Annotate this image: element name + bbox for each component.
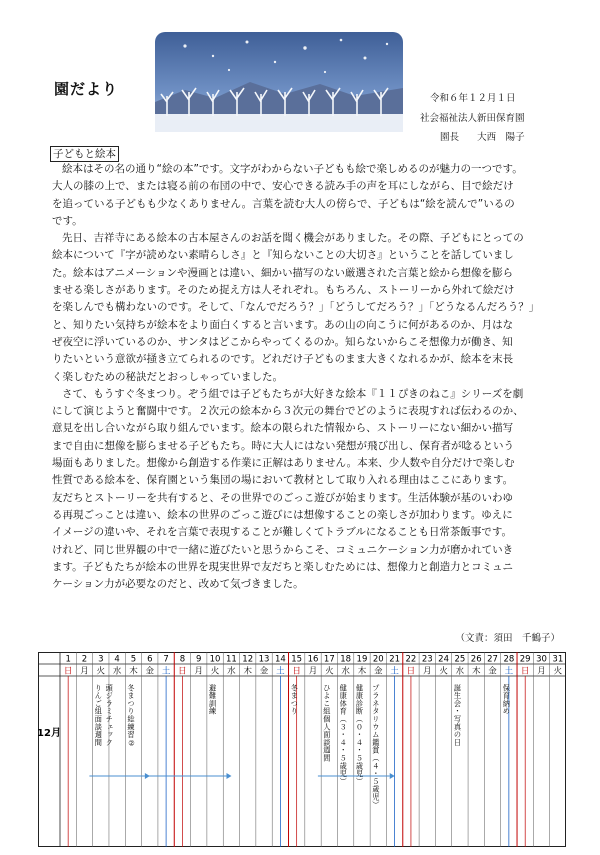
calendar-weekday: 金 — [259, 666, 269, 677]
calendar-weekday: 日 — [178, 666, 187, 677]
calendar-event: 健康体育（３・４・５歳児） — [339, 684, 349, 786]
calendar-day-number: 26 — [470, 654, 482, 665]
article-line: ケーション力が必要なのだと、改めて気づきました。 — [52, 578, 304, 591]
calendar-weekday: 木 — [243, 666, 252, 677]
event-calendar — [38, 652, 566, 851]
calendar-weekday: 木 — [129, 666, 138, 677]
calendar-weekday: 月 — [308, 666, 318, 677]
calendar-weekday: 月 — [80, 666, 89, 677]
director-title: 園長 — [440, 132, 460, 143]
director-line — [440, 129, 525, 143]
calendar-weekday: 金 — [374, 666, 383, 677]
organization-name: 社会福祉法人新田保育園 — [420, 113, 525, 124]
calendar-day-number: 28 — [503, 654, 515, 665]
calendar-weekday: 火 — [210, 666, 220, 677]
article-line: けれど、同じ世界観の中で一緒に遊びたいと思うからこそ、コミュニケーション力が磨かれていき — [52, 543, 514, 556]
article-line: く楽しむための秘訣だとおっしゃっていました。 — [52, 370, 283, 383]
calendar-day-number: 31 — [552, 654, 564, 665]
article-line: る再現ごっことは違い、絵本の世界のごっこ遊びには想像することの楽しさが加わります。ゆえに — [52, 508, 513, 521]
calendar-day-number: 18 — [340, 654, 352, 665]
article-line: 大人の膝の上で、または寝る前の布団の中で、安心できる読み手の声を耳にしながら、目で絵だけ — [52, 180, 514, 193]
article-line: にして演じようと奮闘中です。２次元の絵本から３次元の舞台でどのように表現すれば伝わるのか、 — [52, 405, 524, 418]
calendar-day-number: 12 — [242, 654, 254, 665]
article-line: 場面もありました。想像から創造する作業に正解はありません。本来、少人数や自分だけで楽しむ — [52, 457, 515, 470]
calendar-weekday: 火 — [553, 666, 563, 677]
calendar-day-number: 13 — [258, 654, 270, 665]
article-line: と、知りたい気持ちが絵本をより面白くすると言います。あの山の向こうに何があるのか、月はな — [52, 318, 514, 331]
article-line: 友だちとストーリーを共有すると、その世界でのごっこ遊びが始まります。生活体験が基のいわゆ — [52, 491, 513, 504]
calendar-day-number: 23 — [421, 654, 433, 665]
article-line: 絵本はその名の通り“絵の本”です。文字がわからない子どもも絵で楽しめるのが魅力の一つです。 — [62, 163, 523, 175]
article-line: ませる楽しさがあります。そのため捉え方は人それぞれ。もちろん、ストーリーから外れて絵だけ — [52, 284, 515, 297]
event-span-arrowhead — [226, 773, 231, 779]
article-line: ます。子どもたちが絵本の世界を現実世界で友だちと楽しむためには、想像力と創造力とコミュニ — [52, 560, 513, 573]
calendar-day-number: 20 — [372, 654, 384, 665]
calendar-weekday: 土 — [504, 666, 514, 677]
calendar-weekday: 土 — [276, 666, 285, 677]
calendar-event: 頭ジラミチェック — [105, 684, 115, 747]
calendar-weekday: 金 — [488, 666, 497, 677]
calendar-day-number: 16 — [307, 654, 319, 665]
article-line: 性質である絵本を、保育園という集団の場において教材として取り入れる理由はここにあります。 — [52, 474, 514, 487]
article-line: イメージの違いや、それを言葉で表現することが難しくてトラブルになることも日常茶飯事です。 — [52, 526, 513, 539]
event-span-arrowhead — [390, 773, 395, 779]
article-line: さて、もうすぐ冬まつり。ぞう組では子どもたちが大好きな絵本『１１ぴきのねこ』シリーズを劇 — [62, 387, 524, 400]
calendar-day-number: 11 — [225, 654, 237, 665]
calendar-day-number: 24 — [438, 654, 449, 665]
article-line: 先日、吉祥寺にある絵本の古本屋さんのお話を聞く機会がありました。その際、子どもにとっての — [62, 232, 524, 245]
calendar-weekday: 水 — [341, 666, 350, 677]
calendar-weekday: 月 — [537, 666, 546, 677]
calendar-day-number: 10 — [209, 654, 221, 665]
calendar-weekday: 木 — [357, 666, 367, 677]
calendar-weekday: 火 — [325, 666, 334, 677]
calendar-weekday: 水 — [112, 666, 122, 677]
calendar-day-number: 17 — [323, 654, 335, 665]
author-credit: （文責：須田 千鶴子） — [455, 633, 560, 644]
calendar-weekday: 金 — [145, 666, 155, 677]
article-line: ぜ夜空に浮いているのか、サンタはどこからやってくるのか。知らないからこそ想像力が働き、知 — [52, 335, 513, 348]
winter-night-illustration — [155, 32, 403, 132]
calendar-day-number: 4 — [114, 654, 120, 665]
calendar-day-number: 9 — [196, 654, 202, 665]
calendar-event: ひよこ組個人面談週間 — [322, 684, 332, 762]
calendar-weekday: 日 — [520, 666, 530, 677]
calendar-day-number: 14 — [274, 654, 286, 665]
article-line: た。絵本はアニメーションや漫画とは違い、細かい描写のない厳選された言葉と絵から想像を膨ら — [52, 266, 514, 279]
calendar-day-number: 21 — [389, 654, 401, 665]
calendar-month-label: 12月 — [38, 728, 61, 739]
calendar-weekday: 月 — [423, 666, 432, 677]
calendar-event: 冬まつり総練習② — [126, 684, 136, 749]
article-body — [52, 161, 556, 593]
calendar-weekday: 火 — [96, 666, 106, 677]
article-line: です。 — [52, 214, 83, 227]
calendar-day-number: 6 — [147, 654, 153, 665]
calendar-day-number: 7 — [163, 654, 169, 665]
page-title: 園だより — [54, 80, 119, 98]
calendar-day-number: 2 — [81, 654, 88, 665]
calendar-day-number: 1 — [65, 654, 71, 665]
calendar-event: プラネタリウム鑑賞（４・５歳児） — [371, 684, 381, 809]
calendar-event: 誕生会・写真の日 — [453, 684, 463, 747]
calendar-weekday: 土 — [161, 666, 171, 677]
calendar-day-number: 25 — [454, 654, 466, 665]
calendar-day-number: 15 — [291, 654, 303, 665]
calendar-day-number: 30 — [536, 654, 547, 665]
calendar-event: 健康診断（０・４・５歳児） — [355, 684, 365, 786]
calendar-weekday: 水 — [227, 666, 236, 677]
calendar-weekday: 木 — [471, 666, 481, 677]
article-line: 意見を出し合いながら取り組んでいます。絵本の限られた情報から、ストーリーにない細かい描写 — [52, 422, 514, 435]
calendar-day-number: 29 — [519, 654, 531, 665]
director-name: 大西 陽子 — [477, 132, 525, 143]
calendar-weekday: 水 — [455, 666, 465, 677]
article-line: まで自由に想像を膨らませる子どもたち。時に大人にはない発想が飛び出し、保育者が唸るという — [52, 439, 514, 452]
calendar-weekday: 日 — [63, 666, 73, 677]
calendar-day-number: 22 — [405, 654, 417, 665]
article-line: を追っている子どもも少なくありません。言葉を読む大人の傍らで、子どもは“絵を読んで”いるの — [52, 197, 515, 210]
calendar-event: 冬まつり — [290, 684, 300, 716]
calendar-event: 保育納め — [502, 684, 512, 716]
calendar-day-number: 5 — [130, 654, 137, 665]
calendar-weekday: 土 — [390, 666, 399, 677]
issue-date: 令和６年１２月１日 — [430, 93, 516, 104]
calendar-weekday: 火 — [439, 666, 448, 677]
article-line: を楽しんでも構わないのです。そして、「なんでだろう？」「どうしてだろう？」「どうなるんだろう？」 — [52, 301, 540, 314]
calendar-day-number: 19 — [356, 654, 368, 665]
calendar-border — [39, 653, 566, 847]
calendar-weekday: 日 — [406, 666, 416, 677]
article-line: りたいという意欲が掻き立てられるのです。どれだけ子どものまま大きくなれるかが、絵本を末長 — [52, 353, 514, 366]
calendar-day-number: 8 — [179, 654, 186, 665]
calendar-day-number: 27 — [487, 654, 498, 665]
article-line: 絵本について『字が読めない素晴らしさ』と『知らないことの大切さ』ということを話していまし — [52, 249, 514, 262]
calendar-day-number: 3 — [98, 654, 104, 665]
calendar-event: りんご組面談週間 — [94, 684, 104, 747]
calendar-weekday: 月 — [194, 666, 203, 677]
calendar-event: 避難訓練 — [208, 684, 218, 716]
calendar-weekday: 日 — [292, 666, 301, 677]
section-heading: 子どもと絵本 — [50, 146, 119, 162]
